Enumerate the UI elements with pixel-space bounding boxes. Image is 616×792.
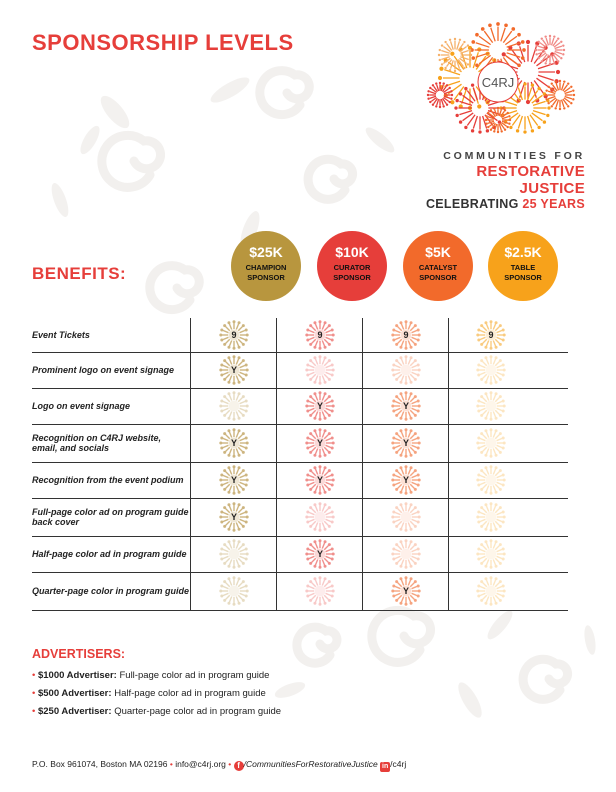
benefit-cell — [219, 576, 249, 606]
benefit-cell — [391, 576, 421, 606]
advertisers-heading: ADVERTISERS: — [32, 647, 126, 661]
benefit-mark — [476, 391, 506, 421]
benefit-mark — [476, 465, 506, 495]
benefit-mark: Y — [402, 438, 409, 448]
benefit-mark: Y — [230, 438, 237, 448]
benefit-cell — [305, 465, 335, 495]
tier-amount: $10K — [335, 244, 369, 260]
table-row — [32, 424, 568, 463]
table-row — [32, 572, 568, 611]
benefit-label-line: Prominent logo on event signage — [32, 365, 175, 375]
tier-name-suffix: SPONSOR — [247, 273, 285, 282]
benefit-mark: Y — [316, 549, 323, 559]
table-row — [32, 462, 568, 499]
table-row — [32, 536, 568, 573]
benefit-cell — [219, 502, 249, 532]
org-line-1: COMMUNITIES FOR — [443, 150, 585, 162]
advertiser-benefit: Half-page color ad in program guide — [111, 688, 266, 699]
tier-name: CHAMPION — [245, 263, 287, 272]
table-row — [32, 388, 568, 425]
bullet: • — [32, 670, 36, 681]
benefit-cell — [305, 502, 335, 532]
benefit-mark — [476, 539, 506, 569]
table-column-divider — [276, 318, 277, 610]
benefit-mark: Y — [316, 438, 323, 448]
benefit-cell — [476, 355, 506, 385]
advertiser-benefit: Full-page color ad in program guide — [116, 670, 270, 681]
benefit-label — [32, 586, 189, 596]
benefit-cell — [476, 391, 506, 421]
benefit-label — [32, 330, 90, 340]
benefit-cell — [219, 391, 249, 421]
separator: • — [228, 759, 232, 769]
tier-name-suffix: SPONSOR — [419, 273, 457, 282]
org-years: 25 YEARS — [522, 197, 585, 211]
logo-text: C4RJ — [481, 75, 515, 90]
tier-champion-badge — [231, 231, 301, 301]
tier-name: TABLE — [510, 263, 536, 272]
benefit-cell — [305, 391, 335, 421]
benefit-label — [32, 549, 187, 559]
benefit-mark — [219, 391, 249, 421]
org-line-3 — [420, 197, 585, 211]
benefit-cell — [391, 320, 421, 350]
benefit-mark — [476, 428, 506, 458]
advertiser-level: $1000 Advertiser: — [37, 670, 117, 681]
benefit-mark — [305, 502, 335, 532]
footer — [32, 759, 406, 772]
separator: • — [169, 759, 173, 769]
benefit-mark — [391, 539, 421, 569]
advertiser-item — [32, 703, 281, 721]
c4rj-fireworks-logo — [410, 20, 585, 135]
tier-name-suffix: SPONSOR — [504, 273, 542, 282]
benefit-mark: 9 — [231, 330, 237, 340]
bullet: • — [32, 706, 36, 717]
benefit-label — [32, 475, 184, 485]
benefit-label-line: Full-page color ad on program guide — [32, 507, 189, 517]
benefit-cell — [476, 465, 506, 495]
org-line-3-prefix: CELEBRATING — [425, 197, 523, 211]
benefit-cell — [219, 465, 249, 495]
benefit-label-line: Logo on event signage — [32, 401, 131, 411]
advertiser-item — [32, 667, 281, 685]
benefit-label-line: Half-page color ad in program guide — [32, 549, 187, 559]
benefit-cell — [391, 465, 421, 495]
org-line-2: RESTORATIVE JUSTICE — [476, 163, 585, 197]
organization-name — [420, 150, 585, 211]
tier-table-badge — [488, 231, 558, 301]
benefit-label-line: Quarter-page color in program guide — [32, 586, 190, 596]
benefit-mark: Y — [230, 512, 237, 522]
table-row — [32, 352, 568, 389]
advertisers-list — [32, 667, 281, 721]
facebook-icon: f — [234, 761, 244, 771]
address: P.O. Box 961074, Boston MA 02196 — [32, 759, 168, 769]
benefit-cell — [476, 502, 506, 532]
benefit-cell — [391, 355, 421, 385]
benefit-mark: 9 — [403, 330, 409, 340]
benefit-cell — [305, 320, 335, 350]
benefit-mark: Y — [402, 475, 409, 485]
benefit-cell — [305, 428, 335, 458]
table-column-divider — [362, 318, 363, 610]
tier-curator-badge — [317, 231, 387, 301]
benefit-cell — [476, 576, 506, 606]
benefit-cell — [391, 502, 421, 532]
benefit-mark: 9 — [317, 330, 323, 340]
benefit-label-line: Event Tickets — [32, 330, 90, 340]
facebook-link[interactable]: /CommunitiesForRestorativeJustice — [243, 759, 378, 769]
benefits-heading: BENEFITS: — [32, 264, 127, 283]
advertiser-level: $250 Advertiser: — [37, 706, 112, 717]
bullet: • — [32, 688, 36, 699]
benefit-label-line: Recognition from the event podium — [32, 475, 184, 485]
benefit-mark — [476, 576, 506, 606]
benefit-cell — [219, 428, 249, 458]
benefit-cell — [219, 539, 249, 569]
email-link[interactable]: info@c4rj.org — [175, 759, 226, 769]
benefit-cell — [391, 428, 421, 458]
benefit-mark — [476, 502, 506, 532]
benefit-mark: Y — [230, 365, 237, 375]
benefit-label-line: back cover — [32, 517, 80, 527]
benefit-mark — [305, 355, 335, 385]
tier-amount: $25K — [249, 244, 283, 260]
table-row — [32, 498, 568, 537]
benefit-cell — [219, 355, 249, 385]
benefit-cell — [391, 539, 421, 569]
benefit-cell — [391, 391, 421, 421]
linkedin-link[interactable]: /c4rj — [390, 759, 407, 769]
advertiser-level: $500 Advertiser: — [37, 688, 112, 699]
advertiser-item — [32, 685, 281, 703]
table-column-divider — [448, 318, 449, 610]
table-column-divider — [190, 318, 191, 610]
tier-name: CURATOR — [333, 263, 371, 272]
benefit-mark — [305, 576, 335, 606]
benefit-mark: Y — [230, 475, 237, 485]
benefit-mark: 9 — [488, 330, 494, 340]
benefit-label — [32, 365, 174, 375]
benefits-table — [32, 318, 568, 610]
linkedin-icon: in — [382, 763, 389, 770]
benefit-label — [32, 507, 189, 527]
benefit-mark: Y — [402, 586, 409, 596]
benefit-cell — [305, 539, 335, 569]
benefit-mark — [476, 355, 506, 385]
advertiser-benefit: Quarter-page color ad in program guide — [111, 706, 282, 717]
tier-amount: $2.5K — [504, 244, 542, 260]
tier-name-suffix: SPONSOR — [333, 273, 371, 282]
tier-catalyst-badge — [403, 231, 473, 301]
benefit-cell — [476, 428, 506, 458]
benefit-mark — [391, 355, 421, 385]
page-title: SPONSORSHIP LEVELS — [32, 30, 294, 55]
benefit-mark — [219, 576, 249, 606]
benefit-mark: Y — [402, 401, 409, 411]
benefit-label — [32, 401, 130, 411]
benefit-cell — [476, 539, 506, 569]
benefit-cell — [305, 576, 335, 606]
benefit-mark: Y — [316, 475, 323, 485]
benefit-label-line: Recognition on C4RJ website, — [32, 433, 162, 443]
benefit-mark: Y — [316, 401, 323, 411]
benefit-cell — [219, 320, 249, 350]
benefit-cell — [476, 320, 506, 350]
benefit-mark — [391, 502, 421, 532]
tier-amount: $5K — [425, 244, 451, 260]
benefit-label — [32, 433, 161, 453]
benefit-label-line: email, and socials — [32, 443, 110, 453]
benefit-mark — [219, 539, 249, 569]
tier-name: CATALYST — [418, 263, 458, 272]
table-row — [32, 318, 568, 353]
benefit-cell — [305, 355, 335, 385]
